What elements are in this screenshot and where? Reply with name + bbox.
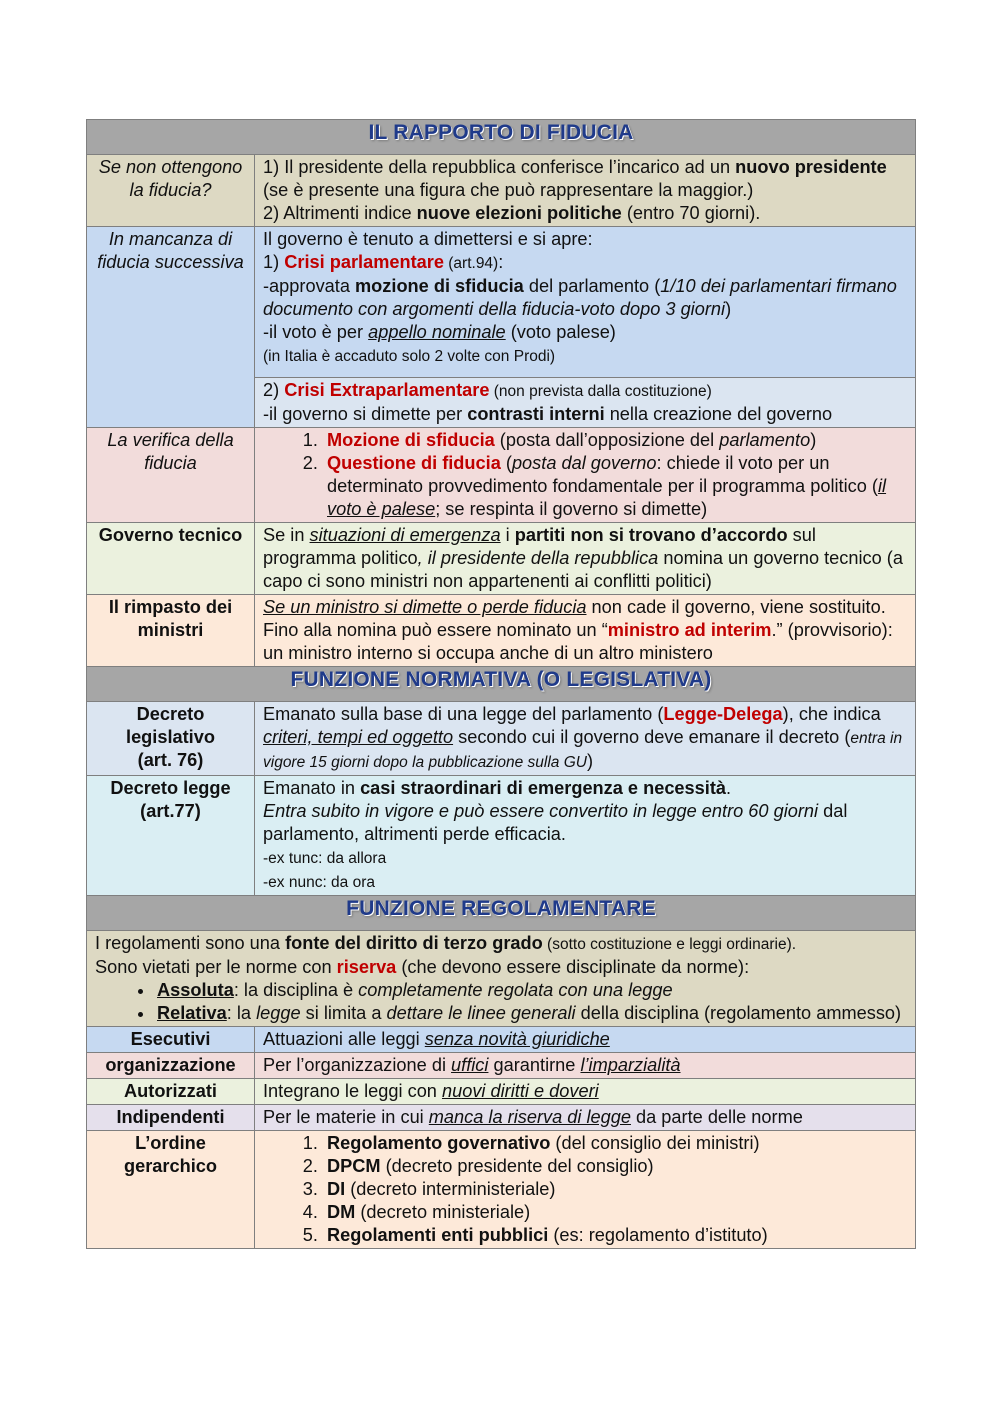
bold-underlined-text: Relativa [157,1003,227,1023]
text: da parte delle norme [630,1107,803,1127]
text: (decreto interministeriale) [345,1179,556,1199]
underlined-text: nuovi diritti e doveri [441,1081,599,1101]
italic-text: dettare le linee generali [386,1003,576,1023]
underlined-text: manca la riserva di legge [428,1107,631,1127]
text: sul programma politico [263,525,816,568]
row-content [255,776,916,896]
underlined-text: l’imparzialità [580,1055,681,1075]
row-content [255,1131,916,1249]
bold-text: DI [327,1179,346,1199]
row-autorizzati [87,1079,916,1105]
label-text: Decreto legislativo [126,704,215,747]
row-label: Governo tecnico [87,523,255,595]
text: Sono vietati per le norme con [95,957,337,977]
row-content [255,1053,916,1079]
row-content [255,1079,916,1105]
list-item [323,1132,907,1155]
text: Il governo è tenuto a dimettersi e si apre: [263,229,593,249]
row-verifica-fiducia [87,428,916,523]
row-content [255,428,916,523]
label-article: (art. 76) [137,750,204,770]
text: I regolamenti sono una [95,933,286,953]
text: nella creazione del governo [604,404,833,424]
text: -il voto è per [263,322,369,342]
bold-text: DPCM [327,1156,381,1176]
text: 1) [263,252,285,272]
row-content [255,702,916,776]
text: : [498,252,504,272]
text: (se è presente una figura che può rappresentare la maggior.) [263,180,754,200]
bold-text: Regolamento governativo [327,1133,551,1153]
text: 1) Il presidente della repubblica conferisce l’incarico ad un [263,157,736,177]
row-label: Se non ottengono la fiducia? [87,155,255,227]
text: garantirne [488,1055,581,1075]
note-text: (in Italia è accaduto solo 2 volte con Prodi) [263,348,556,365]
note-text: (non prevista dalla costituzione) [489,383,712,400]
list-item [323,1224,907,1247]
section-header-fiducia [87,120,916,155]
underlined-text: situazioni di emergenza [309,525,501,545]
bold-text: casi straordinari di emergenza e necessità [360,778,727,798]
highlight-text: ministro ad interim [607,620,772,640]
summary-table [86,119,916,1249]
text: (entro 70 giorni). [621,203,761,223]
highlight-text: Legge-Delega [663,704,783,724]
verifica-list [263,429,907,521]
highlight-text: riserva [336,957,397,977]
riserva-list [95,979,907,1025]
row-label: In mancanza di fiducia successiva [87,227,255,428]
row-label: La verifica della fiducia [87,428,255,523]
underlined-text: appello nominale [368,322,506,342]
section-title-regolamentare: FUNZIONE REGOLAMENTARE [346,897,656,920]
highlight-text: Crisi parlamentare [284,252,444,272]
text: -approvata [263,276,356,296]
section-header-normativa [87,667,916,702]
bold-text: contrasti interni [467,404,605,424]
list-item [155,1002,907,1025]
text: (decreto presidente del consiglio) [380,1156,654,1176]
italic-text: posta dal governo [511,453,657,473]
text: del parlamento ( [523,276,661,296]
row-non-ottengono-fiducia [87,155,916,227]
row-mancanza-fiducia [87,227,916,378]
section-title-normativa: FUNZIONE NORMATIVA (O LEGISLATIVA) [290,668,712,691]
text: (posta dall’opposizione del [494,430,720,450]
row-label: organizzazione [87,1053,255,1079]
text: Integrano le leggi con [263,1081,442,1101]
row-content [255,1027,916,1053]
text: si limita a [300,1003,387,1023]
text: : la disciplina è [233,980,359,1000]
text: .” (provvisorio): un ministro interno si occupa anche di un altro ministero [263,620,893,663]
italic-text: parlamento [719,430,811,450]
row-rimpasto-ministri [87,595,916,667]
row-esecutivi [87,1027,916,1053]
row-content-crisi-parlamentare [255,227,916,378]
text: (es: regolamento d’istituto) [548,1225,768,1245]
list-item [323,1178,907,1201]
row-label: Esecutivi [87,1027,255,1053]
text: Emanato sulla base di una legge del parlamento ( [263,704,664,724]
note-text: -ex tunc: da allora [263,850,387,867]
underlined-text: uffici [451,1055,489,1075]
underlined-text: senza novità giuridiche [424,1029,610,1049]
row-ordine-gerarchico [87,1131,916,1249]
text: ( [500,453,512,473]
bold-text: DM [327,1202,356,1222]
row-content [255,595,916,667]
text: non cade il governo, viene sostituito. Fino alla nomina può essere nominato un “ [263,597,886,640]
text: Attuazioni alle leggi [263,1029,425,1049]
section-header-regolamentare [87,896,916,931]
text: . [726,778,732,798]
row-label: Autorizzati [87,1079,255,1105]
underlined-text: Se un ministro si dimette o perde fiducia [263,597,587,617]
text: Se in [263,525,310,545]
text: ; se respinta il governo si dimette) [435,499,708,519]
row-decreto-legislativo [87,702,916,776]
text: : chiede il voto per un determinato provvedimento fondamentale per il programma politico ( [327,453,878,496]
row-content [87,931,916,1027]
text: ), che indica [782,704,881,724]
label-article: (art.77) [140,801,201,821]
row-label: L’ordine gerarchico [87,1131,255,1249]
bold-text: nuove elezioni politiche [416,203,622,223]
row-content-crisi-extraparlamentare [255,378,916,428]
row-content [255,523,916,595]
italic-text: , il presidente della repubblica [417,548,659,568]
bold-text: Regolamenti enti pubblici [327,1225,549,1245]
note-text: (sotto costituzione e leggi ordinarie). [542,936,797,953]
row-decreto-legge [87,776,916,896]
text: dal parlamento, altrimenti perde efficacia. [263,801,848,844]
bold-text: fonte del diritto di terzo grado [285,933,543,953]
list-item [323,429,907,452]
text: (del consiglio dei ministri) [550,1133,760,1153]
row-regolamenti-intro [87,931,916,1027]
bold-underlined-text: Assoluta [157,980,234,1000]
bold-text: partiti non si trovano d’accordo [514,525,788,545]
text: (decreto ministeriale) [355,1202,531,1222]
row-label [87,702,255,776]
row-governo-tecnico [87,523,916,595]
row-label: Indipendenti [87,1105,255,1131]
list-item [155,979,907,1002]
highlight-text: Mozione di sfiducia [327,430,495,450]
text: ) [586,751,594,771]
row-content [255,155,916,227]
text: ) [810,430,817,450]
text: Emanato in [263,778,361,798]
italic-text: Entra subito in vigore e può essere convertito in legge entro 60 giorni [263,801,819,821]
text: della disciplina (regolamento ammesso) [575,1003,902,1023]
highlight-text: Crisi Extraparlamentare [284,380,490,400]
label-text: Decreto legge [110,778,231,798]
bold-text: mozione di sfiducia [355,276,524,296]
text: (che devono essere disciplinate da norme): [396,957,750,977]
text: (art.94) [443,255,499,272]
italic-text: entra in vigore 15 giorni dopo la pubblicazione sulla GU [263,730,903,771]
text: 2) Altrimenti indice [263,203,417,223]
row-content [255,1105,916,1131]
text: -il governo si dimette per [263,404,468,424]
highlight-text: Questione di fiducia [327,453,501,473]
text: (voto palese) [505,322,616,342]
text: secondo cui il governo deve emanare il decreto ( [453,727,851,747]
text: nomina un governo tecnico (a capo ci sono ministri non appartenenti ai conflitti politici) [263,548,903,591]
italic-text: legge [256,1003,301,1023]
list-item [323,1201,907,1224]
italic-text: 1/10 dei parlamentari firmano documento con argomenti della fiducia-voto dopo 3 giorni [263,276,897,319]
text: i [500,525,515,545]
note-text: -ex nunc: da ora [263,874,376,891]
list-item [323,452,907,521]
bold-text: nuovo presidente [735,157,887,177]
ordine-list [263,1132,907,1247]
underlined-text: criteri, tempi ed oggetto [263,727,454,747]
row-indipendenti [87,1105,916,1131]
text: 2) [263,380,285,400]
text: : la [226,1003,257,1023]
underlined-text: il voto è palese [327,476,887,519]
section-title-fiducia: IL RAPPORTO DI FIDUCIA [368,121,634,144]
text: Per le materie in cui [263,1107,429,1127]
text: ) [725,299,732,319]
row-label: Il rimpasto dei ministri [87,595,255,667]
row-organizzazione [87,1053,916,1079]
list-item [323,1155,907,1178]
row-label [87,776,255,896]
text: Per l’organizzazione di [263,1055,452,1075]
italic-text: completamente regolata con una legge [358,980,673,1000]
